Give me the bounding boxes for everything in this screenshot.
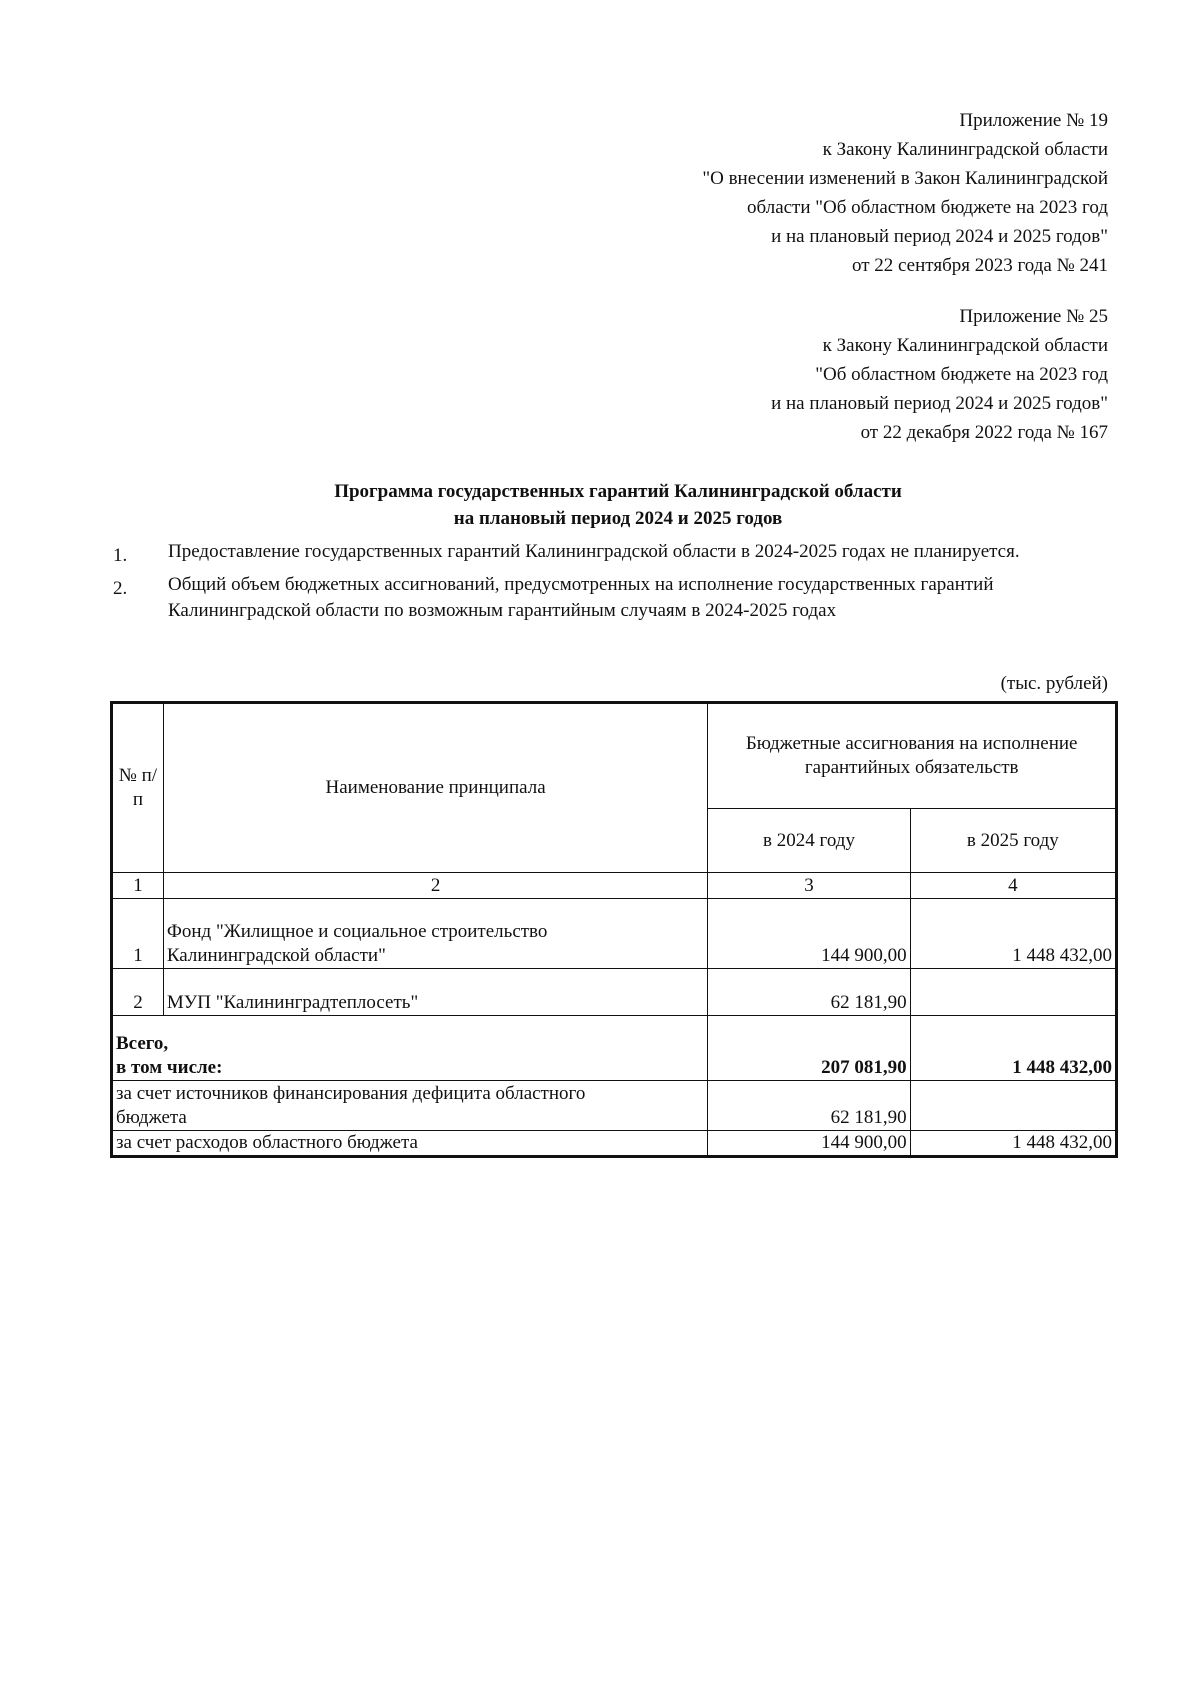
row-num: 2	[112, 969, 164, 1016]
annex-line: Приложение № 25	[959, 306, 1108, 327]
row-value-2025	[910, 969, 1116, 1016]
row-name-line: Калининградской области"	[166, 945, 386, 966]
header-group: Бюджетные ассигнования на исполнение гарантийных обязательств	[708, 703, 1117, 809]
row-value-2024: 144 900,00	[708, 899, 910, 969]
annex-line: "Об областном бюджете на 2023 год	[815, 364, 1108, 385]
item-number: 1.	[113, 545, 128, 566]
item-number: 2.	[113, 578, 128, 599]
table-header-row	[112, 703, 1117, 809]
header-2024: в 2024 году	[708, 809, 910, 873]
breakdown-row	[112, 1131, 1117, 1157]
total-row	[112, 1016, 1117, 1081]
total-label-line: Всего,	[116, 1033, 169, 1054]
list-item	[113, 572, 1043, 624]
total-value-2025: 1 448 432,00	[910, 1016, 1116, 1081]
col-number: 2	[163, 873, 707, 899]
annex-line: к Закону Калининградской области	[822, 139, 1108, 160]
row-name: МУП "Калининградтеплосеть"	[163, 969, 707, 1016]
annex-line: Приложение № 19	[959, 110, 1108, 131]
total-label-line: в том числе:	[116, 1057, 223, 1078]
annex-header-original	[771, 302, 1108, 447]
breakdown-value-2024: 62 181,90	[708, 1081, 910, 1131]
total-label	[112, 1016, 708, 1081]
numbered-items	[113, 539, 1043, 627]
guarantees-table	[110, 701, 1118, 1158]
col-number: 1	[112, 873, 164, 899]
item-text: Предоставление государственных гарантий Калининградской области в 2024-2025 годах не планируется.	[168, 541, 1020, 562]
breakdown-label-line: за счет источников финансирования дефицита областного	[116, 1083, 586, 1104]
table-row	[112, 969, 1117, 1016]
row-value-2025: 1 448 432,00	[910, 899, 1116, 969]
breakdown-label	[112, 1081, 708, 1131]
annex-line: и на плановый период 2024 и 2025 годов"	[771, 393, 1108, 414]
annex-line: к Закону Калининградской области	[822, 335, 1108, 356]
title-line-1: Программа государственных гарантий Калининградской области	[334, 481, 902, 502]
annex-line: "О внесении изменений в Закон Калининградской	[702, 168, 1108, 189]
row-name-line: Фонд "Жилищное и социальное строительство	[166, 921, 548, 942]
header-num: № п/п	[112, 703, 164, 873]
annex-line: области "Об областном бюджете на 2023 год	[747, 197, 1108, 218]
document-title	[0, 478, 1200, 532]
annex-line: от 22 сентября 2023 года № 241	[851, 255, 1108, 276]
col-number: 4	[910, 873, 1116, 899]
table-row	[112, 899, 1117, 969]
header-name: Наименование принципала	[163, 703, 707, 873]
breakdown-label-line: бюджета	[116, 1107, 187, 1128]
breakdown-value-2025	[910, 1081, 1116, 1131]
breakdown-value-2025: 1 448 432,00	[910, 1131, 1116, 1157]
title-line-2: на плановый период 2024 и 2025 годов	[453, 508, 783, 529]
row-name	[163, 899, 707, 969]
breakdown-row	[112, 1081, 1117, 1131]
row-value-2024: 62 181,90	[708, 969, 910, 1016]
annex-line: и на плановый период 2024 и 2025 годов"	[771, 226, 1108, 247]
annex-line: от 22 декабря 2022 года № 167	[860, 422, 1108, 443]
row-num: 1	[112, 899, 164, 969]
column-number-row	[112, 873, 1117, 899]
breakdown-value-2024: 144 900,00	[708, 1131, 910, 1157]
item-text: Общий объем бюджетных ассигнований, предусмотренных на исполнение государственных гарантий Калининградской области по возможным гарантийным случаям в 2024-2025 годах	[168, 574, 994, 621]
col-number: 3	[708, 873, 910, 899]
breakdown-label: за счет расходов областного бюджета	[112, 1131, 708, 1157]
unit-label: (тыс. рублей)	[1000, 673, 1108, 694]
annex-header-current	[702, 106, 1108, 280]
list-item	[113, 539, 1043, 569]
header-2025: в 2025 году	[910, 809, 1116, 873]
total-value-2024: 207 081,90	[708, 1016, 910, 1081]
